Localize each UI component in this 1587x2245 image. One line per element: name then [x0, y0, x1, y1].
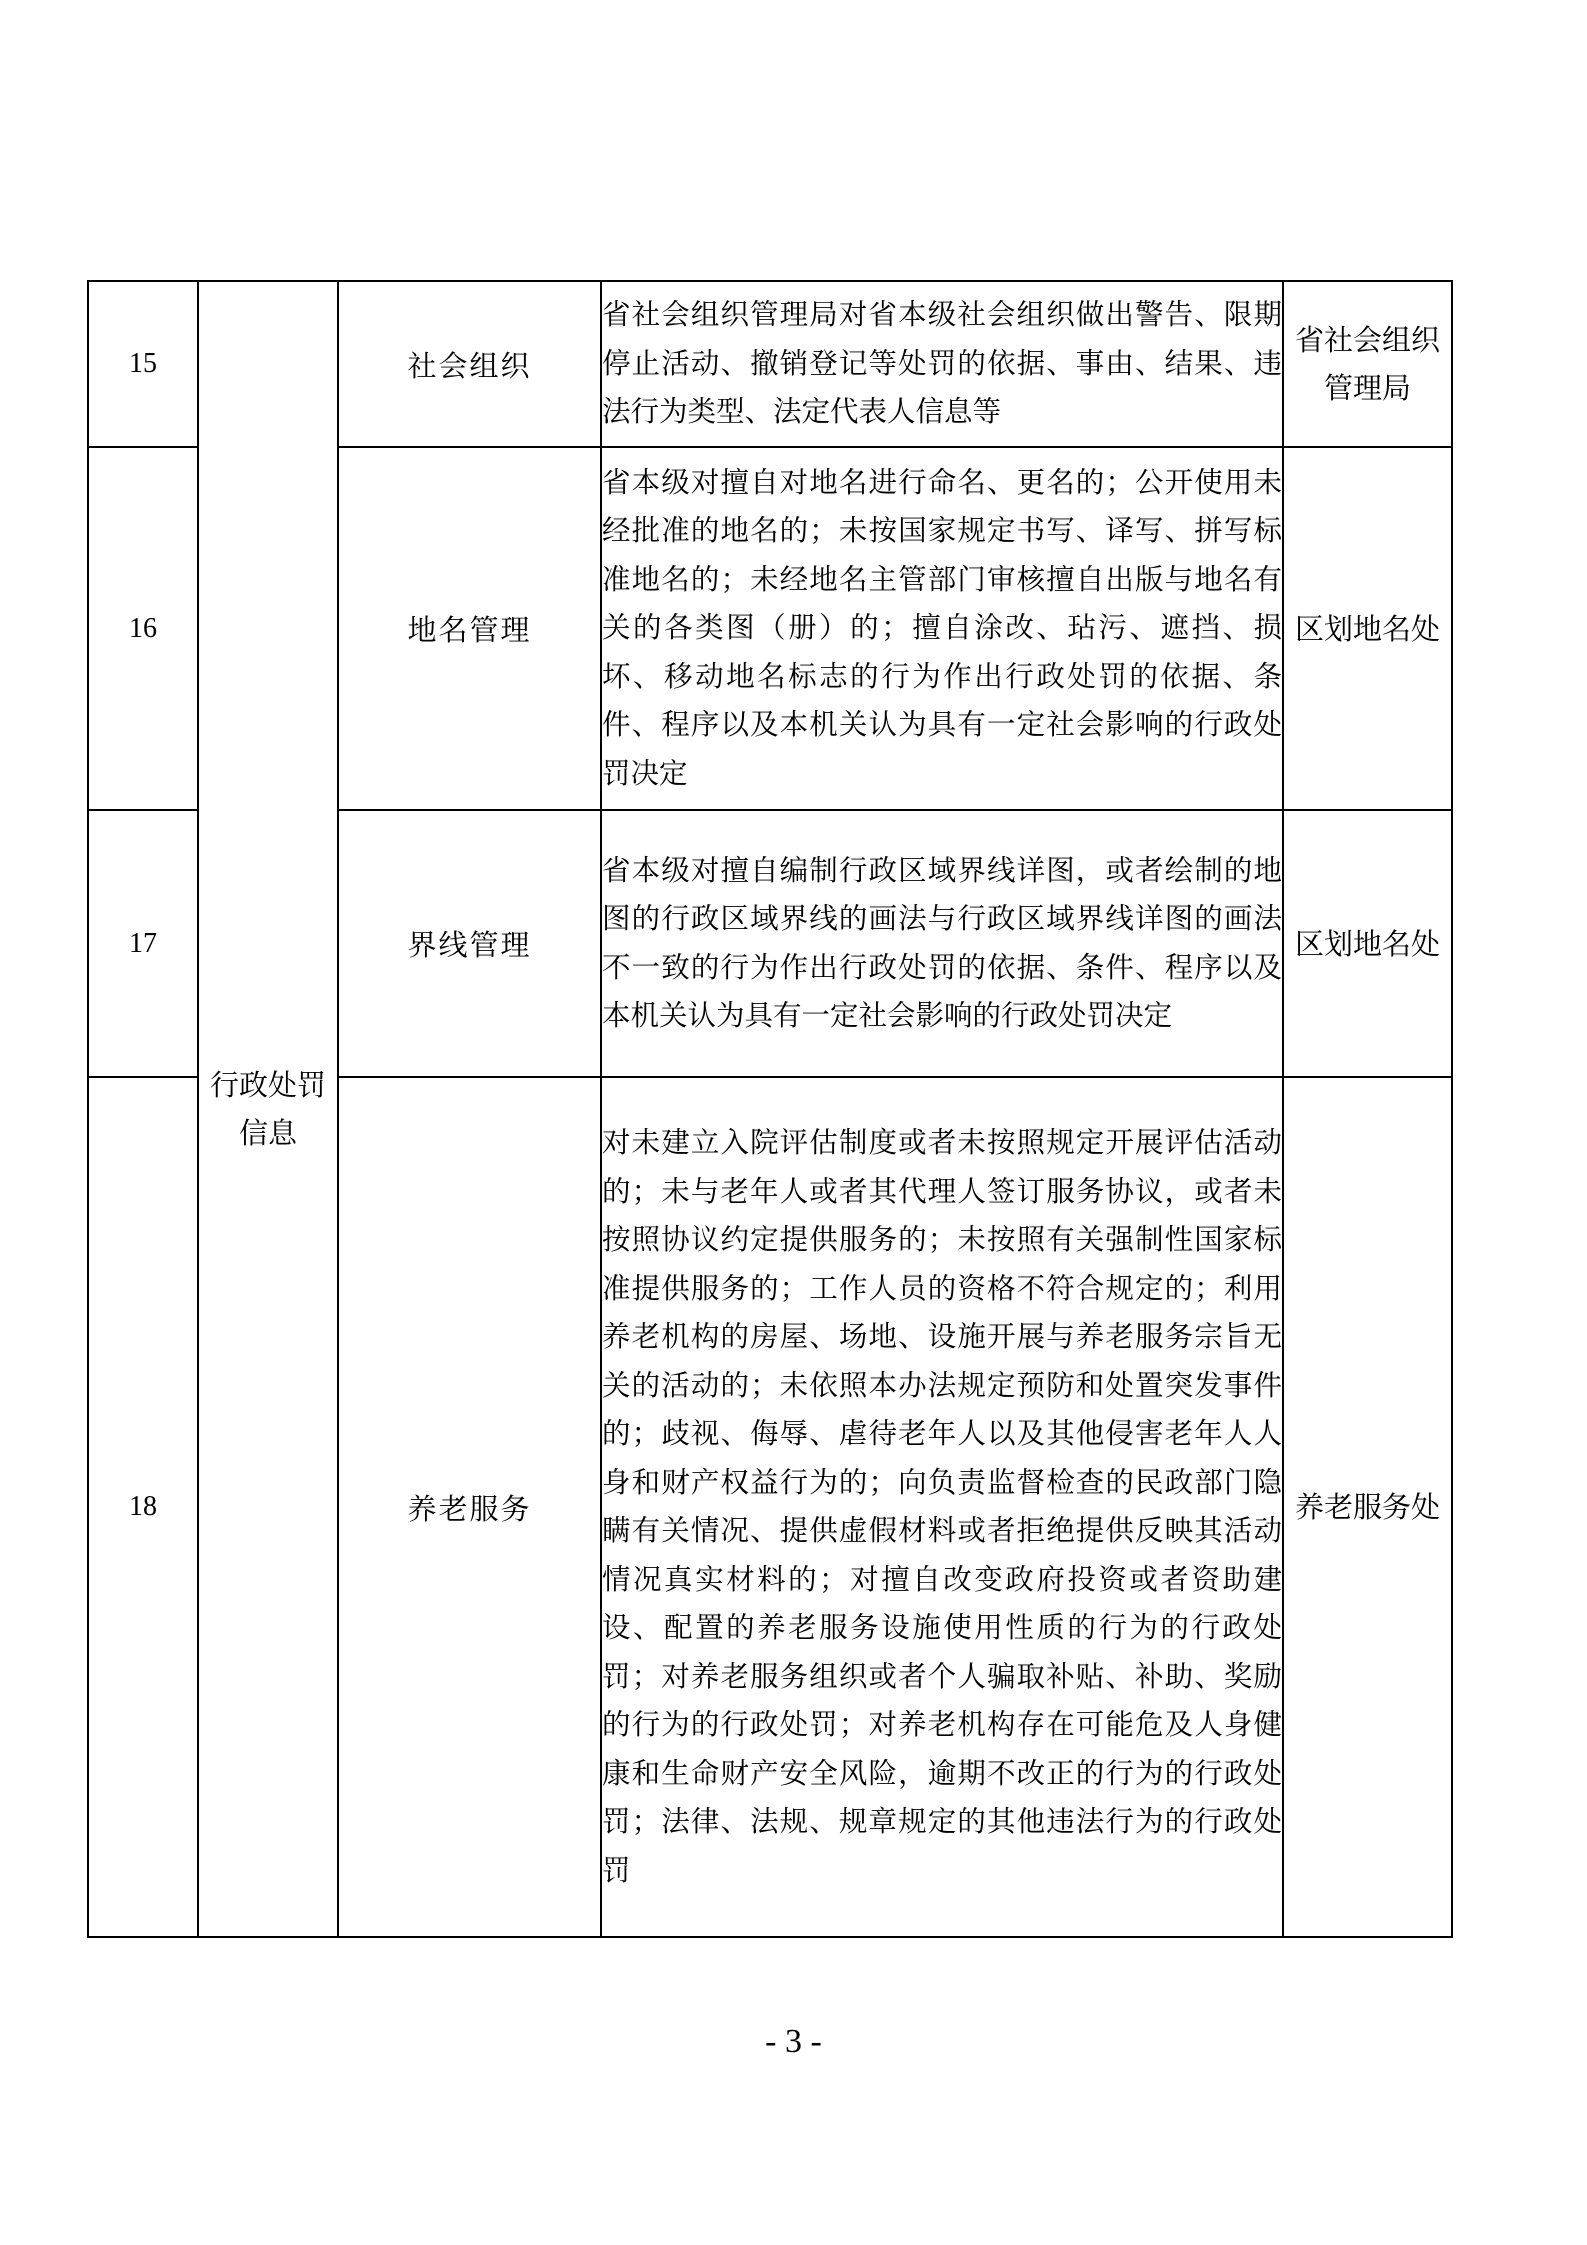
category-cell [198, 281, 338, 1937]
item-name: 养老服务 [338, 1077, 601, 1937]
category-label: 行政处罚信息 [209, 1068, 326, 1150]
item-description: 省本级对擅自对地名进行命名、更名的；公开使用未经批准的地名的；未按国家规定书写、译写、拼写标准地名的；未经地名主管部门审核擅自出版与地名有关的各类图（册）的；擅自涂改、玷污、遮挡、损坏、移动地名标志的行为作出行政处罚的依据、条件、程序以及本机关认为具有一定社会影响的行政处罚决定 [601, 447, 1283, 810]
row-number: 18 [88, 1077, 198, 1937]
item-name: 界线管理 [338, 810, 601, 1077]
responsible-department: 区划地名处 [1283, 447, 1452, 810]
item-description: 省社会组织管理局对省本级社会组织做出警告、限期停止活动、撤销登记等处罚的依据、事由、结果、违法行为类型、法定代表人信息等 [601, 281, 1283, 447]
responsible-department: 养老服务处 [1283, 1077, 1452, 1937]
row-number: 15 [88, 281, 198, 447]
item-name: 社会组织 [338, 281, 601, 447]
row-number: 17 [88, 810, 198, 1077]
info-table [87, 280, 1453, 1938]
responsible-department: 省社会组织管理局 [1283, 281, 1452, 447]
table-row [88, 281, 1452, 447]
page-number: - 3 - [765, 2023, 822, 2060]
item-name: 地名管理 [338, 447, 601, 810]
item-description: 省本级对擅自编制行政区域界线详图，或者绘制的地图的行政区域界线的画法与行政区域界线详图的画法不一致的行为作出行政处罚的依据、条件、程序以及本机关认为具有一定社会影响的行政处罚决定 [601, 810, 1283, 1077]
row-number: 16 [88, 447, 198, 810]
item-description: 对未建立入院评估制度或者未按照规定开展评估活动的；未与老年人或者其代理人签订服务协议，或者未按照协议约定提供服务的；未按照有关强制性国家标准提供服务的；工作人员的资格不符合规定的；利用养老机构的房屋、场地、设施开展与养老服务宗旨无关的活动的；未依照本办法规定预防和处置突发事件的；歧视、侮辱、虐待老年人以及其他侵害老年人人身和财产权益行为的；向负责监督检查的民政部门隐瞒有关情况、提供虚假材料或者拒绝提供反映其活动情况真实材料的；对擅自改变政府投资或者资助建设、配置的养老服务设施使用性质的行为的行政处罚；对养老服务组织或者个人骗取补贴、补助、奖励的行为的行政处罚；对养老机构存在可能危及人身健康和生命财产安全风险，逾期不改正的行为的行政处罚；法律、法规、规章规定的其他违法行为的行政处罚 [601, 1077, 1283, 1937]
responsible-department: 区划地名处 [1283, 810, 1452, 1077]
